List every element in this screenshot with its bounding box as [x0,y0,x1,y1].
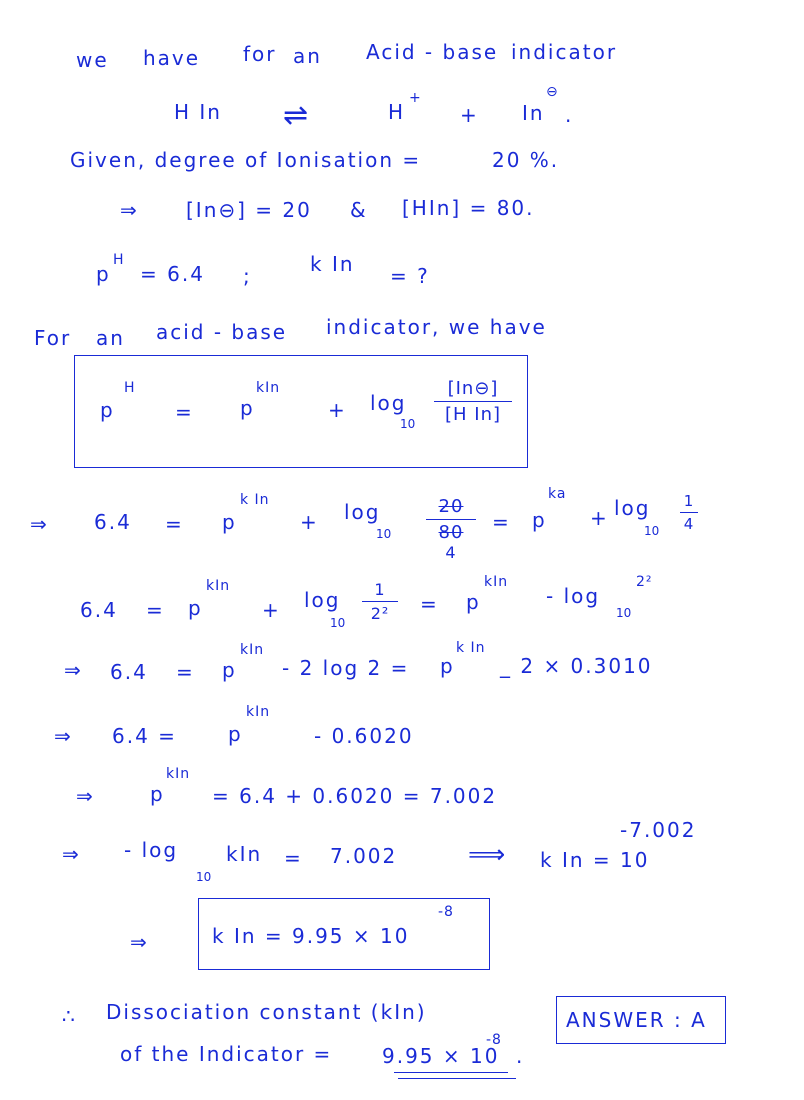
step1-denominator: 80 [438,522,464,543]
ph-given-semicolon: ; [243,264,252,288]
step1-eq: = [165,512,184,536]
step1-denominator-reduced: 4 [445,543,457,562]
step3-arrow: ⇒ [64,658,83,682]
step1-pk2: p [532,508,547,532]
step2-pk2: p [466,590,481,614]
step1-fraction-bar [426,519,476,520]
step1-numerator2: 1 [683,492,695,510]
step2-denominator: 2² [370,604,390,623]
step2-fraction [362,580,398,623]
step6-minus-log: - log [124,838,179,862]
ph-given-unknown: = ? [390,264,430,288]
step1-arrow: ⇒ [30,512,49,536]
step1-eq2: = [492,510,511,534]
step2-fraction-bar [362,601,398,602]
step1-pk: p [222,510,237,534]
equilibrium-reactant: H In [174,100,222,124]
step2-eq: = [146,598,165,622]
conclusion-line1: Dissociation constant (kIn) [106,1000,427,1024]
step5-pk-sup: kIn [166,766,191,782]
conc-in-minus: [In⊖] = 20 [186,198,312,222]
step4-rest: - 0.6020 [314,724,414,748]
ph-given-value: = 6.4 [140,262,205,286]
step2-arg: 2² [636,574,653,590]
conc-hin: [HIn] = 80. [402,196,535,220]
step6-value: 7.002 [330,844,398,868]
equilibrium-h: H [388,100,406,124]
step2-eq2: = [420,592,439,616]
step2-lhs: 6.4 [80,598,118,622]
step4-pk-sup: kIn [246,704,271,720]
formula-denominator: [H In] [444,404,502,425]
equilibrium-end: . [565,103,574,127]
step3-pk2: p [440,654,455,678]
step5-pk: p [150,782,165,806]
conclusion-line2: of the Indicator = [120,1042,333,1066]
step6-eq: = [284,846,303,870]
step1-log2-base: 10 [644,524,660,538]
equilibrium-in-charge: ⊖ [546,84,559,100]
step1-fraction [426,496,476,562]
step3-pk-sup: kIn [240,642,265,658]
therefore-symbol: ∴ [62,1004,77,1028]
step5-rest: = 6.4 + 0.6020 = 7.002 [212,784,498,808]
step1-log2: log [614,496,651,520]
step2-plus: + [262,598,281,622]
step2-log2-base: 10 [616,606,632,620]
step5-arrow: ⇒ [76,784,95,808]
for-line-indicator: indicator, we have [326,315,547,339]
step1-lhs: 6.4 [94,510,132,534]
formula-pk: p [240,396,255,420]
step1-fraction2-bar [680,512,698,513]
conc-and: & [350,198,368,222]
conclusion-value: 9.95 × 10 [382,1044,500,1068]
formula-pk-sup: kIn [256,380,281,396]
intro-acid-base: Acid - base [366,40,499,64]
formula-p: p [100,398,115,422]
step1-plus: + [300,510,319,534]
step4-arrow: ⇒ [54,724,73,748]
equilibrium-in: In [522,101,545,125]
step3-rest: - 2 log 2 = [282,656,410,680]
given-text: Given, degree of Ionisation = [70,148,422,172]
step4-lhs: 6.4 = [112,724,177,748]
step2-pk: p [188,596,203,620]
formula-numerator: [In⊖] [447,378,499,399]
equilibrium-h-charge: + [409,90,422,106]
step6-kin: kIn [226,842,263,866]
step1-numerator: 20 [438,496,464,517]
step2-pk2-sup: kIn [484,574,509,590]
formula-fraction [434,378,512,425]
step1-pk-sup: k In [240,492,270,508]
step1-fraction2 [680,492,698,533]
formula-log: log [370,391,407,415]
conc-arrow: ⇒ [120,198,139,222]
step3-lhs: 6.4 [110,660,148,684]
for-line-acid-base: acid - base [156,320,288,344]
conclusion-underline-1 [394,1072,508,1073]
formula-fraction-bar [434,401,512,402]
step1-pk2-sup: ka [548,486,567,502]
step2-numerator: 1 [374,580,386,599]
ph-given-kin: k In [310,252,355,276]
formula-plus: + [328,398,347,422]
for-line-for: For [34,326,72,350]
step3-pk: p [222,658,237,682]
formula-h: H [124,380,136,396]
answer-text: ANSWER : A [566,1008,707,1032]
step1-plus2: + [590,506,609,530]
equilibrium-plus: + [460,103,479,127]
conclusion-dot: . [516,1044,525,1068]
result-text: k In = 9.95 × 10 [212,924,410,948]
ph-given-p: p [96,262,111,286]
formula-eq: = [175,400,194,424]
step6-rhs: k In = 10 [540,848,650,872]
step3-pk2-sup: k In [456,640,486,656]
step4-pk: p [228,722,243,746]
step1-log-base: 10 [376,527,392,541]
step6-exponent: -7.002 [620,818,697,842]
step1-denominator2: 4 [683,515,695,533]
conclusion-exponent: -8 [486,1032,502,1048]
given-value: 20 %. [492,148,560,172]
result-arrow: ⇒ [130,930,149,954]
step3-rest2: _ 2 × 0.3010 [500,654,653,678]
ph-given-h: H [113,252,125,268]
step2-log-base: 10 [330,616,346,630]
intro-have: have [143,46,201,70]
step2-pk-sup: kIn [206,578,231,594]
intro-we: we [76,48,109,72]
formula-log-base: 10 [400,417,416,431]
intro-indicator: indicator [511,40,618,64]
step2-minus-log: - log [546,584,601,608]
equilibrium-arrow: ⇌ [283,98,311,133]
conclusion-underline-2 [398,1078,516,1079]
step6-arrow: ⇒ [62,842,81,866]
result-exponent: -8 [438,904,454,920]
intro-an: an [293,44,322,68]
step6-implies-arrow: ⟹ [468,840,508,870]
step6-log-base: 10 [196,870,212,884]
for-line-an: an [96,326,125,350]
step3-eq: = [176,660,195,684]
intro-for: for [243,42,277,66]
step1-log: log [344,500,381,524]
step2-log: log [304,588,341,612]
